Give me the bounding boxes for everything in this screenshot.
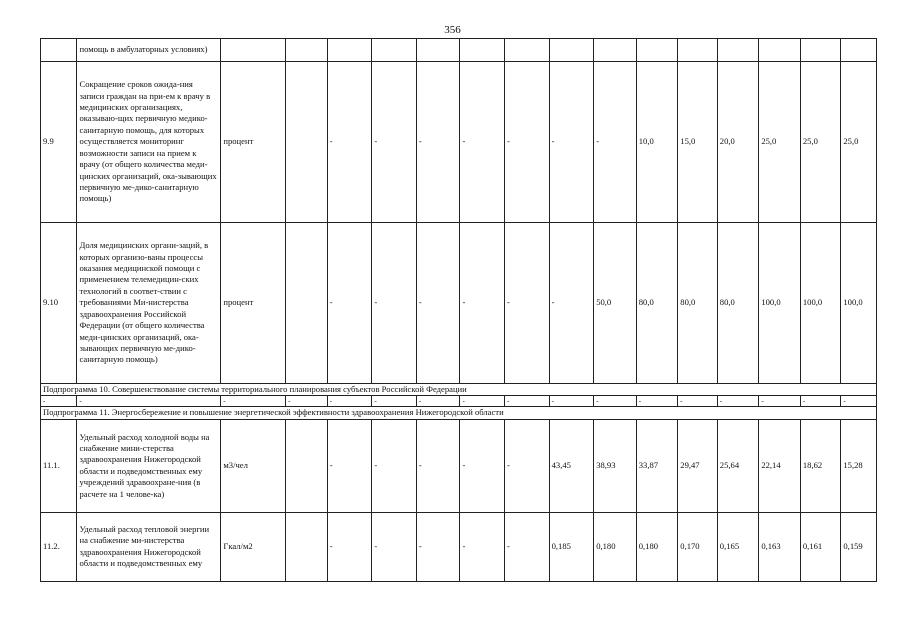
cell-value: 25,0 [800,62,841,223]
cell-value [416,39,460,62]
cell-value: 18,62 [800,419,841,512]
section-title: Подпрограмма 11. Энергосбережение и повышение энергетической эффективности здравоохранения Нижегородской области [41,407,877,419]
cell-value [594,39,637,62]
cell-value: - [549,62,594,223]
cell-value: - [416,396,460,407]
cell-value: - [372,62,417,223]
cell-value: 0,163 [759,512,801,581]
table-row [41,223,877,384]
row-number: 9.9 [41,62,77,223]
cell-value: 80,0 [717,223,759,384]
cell-value [286,62,328,223]
row-number: 11.1. [41,419,77,512]
cell-value: - [416,512,460,581]
cell-value: 50,0 [594,223,637,384]
cell-value: 29,47 [678,419,718,512]
cell-value [759,39,801,62]
row-number: 9.10 [41,223,77,384]
cell-value: 43,45 [549,419,594,512]
cell-value: 80,0 [678,223,718,384]
section-header-row [41,407,877,419]
cell-value: - [372,419,417,512]
cell-value: - [505,223,550,384]
row-number [41,39,77,62]
cell-value: - [372,396,417,407]
cell-value: 15,0 [678,62,718,223]
cell-value: - [460,512,505,581]
cell-value: - [41,396,77,407]
cell-value: - [549,223,594,384]
cell-value: - [594,62,637,223]
cell-value [505,39,550,62]
cell-value [286,419,328,512]
section-header-row [41,384,877,396]
table-row [41,62,877,223]
row-unit: м3/чел [221,419,286,512]
cell-value: - [416,62,460,223]
indicators-table [40,38,877,582]
cell-value: 100,0 [759,223,801,384]
cell-value: 25,0 [759,62,801,223]
table-row [41,396,877,407]
cell-value: - [505,396,550,407]
cell-value: 20,0 [717,62,759,223]
row-unit: процент [221,223,286,384]
cell-value: 0,180 [636,512,678,581]
cell-value: - [416,223,460,384]
cell-value: - [505,512,550,581]
cell-value: - [327,223,372,384]
table-row [41,512,877,581]
cell-value: 0,180 [594,512,637,581]
cell-value: - [327,62,372,223]
cell-value [286,512,328,581]
cell-value: 0,161 [800,512,841,581]
row-number: 11.2. [41,512,77,581]
cell-value: 25,0 [841,62,877,223]
cell-value: - [549,396,594,407]
cell-value: 100,0 [841,223,877,384]
cell-value: - [460,396,505,407]
cell-value: - [77,396,221,407]
row-description: помощь в амбулаторных условиях) [77,39,221,62]
table-row [41,39,877,62]
cell-value: - [800,396,841,407]
cell-value [549,39,594,62]
cell-value [460,39,505,62]
row-unit [221,39,286,62]
cell-value: - [505,419,550,512]
cell-value: 0,185 [549,512,594,581]
cell-value: 15,28 [841,419,877,512]
page-number: 356 [444,24,461,36]
cell-value: 0,159 [841,512,877,581]
cell-value: - [372,512,417,581]
cell-value: - [286,396,328,407]
row-unit: Гкал/м2 [221,512,286,581]
cell-value [841,39,877,62]
cell-value: 38,93 [594,419,637,512]
cell-value: - [416,419,460,512]
cell-value: - [460,62,505,223]
row-description: Удельный расход холодной воды на снабжение мини-стерства здравоохранения Нижегородской области и подведомственных ему учреждений здравоохране-ния (в расчете на 1 челове-ка) [77,419,221,512]
cell-value: - [327,396,372,407]
cell-value [286,39,328,62]
cell-value [800,39,841,62]
cell-value [636,39,678,62]
cell-value: 0,165 [717,512,759,581]
cell-value: - [841,396,877,407]
cell-value: - [221,396,286,407]
row-description: Сокращение сроков ожида-ния записи граждан на при-ем к врачу в медицинских организациях, оказываю-щих первичную медико-санитарную помощь, для которых осуществляется мониторинг возможности записи на прием к врачу (от общего количества меди-цинских организаций, ока-зывающих первичную ме-дико-санитарную помощь) [77,62,221,223]
cell-value: - [759,396,801,407]
cell-value: 80,0 [636,223,678,384]
cell-value: 0,170 [678,512,718,581]
row-description: Доля медицинских органи-заций, в которых организо-ваны процессы оказания медицинской помощи с применением телемедицин-ских технологий в соответ-ствии с требованиями Ми-нистерства здравоохранения Российской Федерации (от общего количества меди-цинских организаций, ока-зывающих первичную ме-дико-санитарную помощь) [77,223,221,384]
section-title: Подпрограмма 10. Совершенствование системы территориального планирования субъектов Российской Федерации [41,384,877,396]
cell-value [286,223,328,384]
table-row [41,419,877,512]
cell-value: - [505,62,550,223]
cell-value: - [327,419,372,512]
cell-value: 100,0 [800,223,841,384]
cell-value [372,39,417,62]
cell-value: 33,87 [636,419,678,512]
cell-value [678,39,718,62]
cell-value: - [372,223,417,384]
cell-value: - [460,419,505,512]
cell-value: - [636,396,678,407]
cell-value: 10,0 [636,62,678,223]
cell-value: - [717,396,759,407]
cell-value: - [460,223,505,384]
cell-value: 25,64 [717,419,759,512]
cell-value: 22,14 [759,419,801,512]
cell-value [717,39,759,62]
row-unit: процент [221,62,286,223]
row-description: Удельный расход тепловой энергии на снабжение ми-нистерства здравоохранения Нижегородской области и подведомственных ему [77,512,221,581]
cell-value: - [594,396,637,407]
cell-value [327,39,372,62]
cell-value: - [678,396,718,407]
cell-value: - [327,512,372,581]
